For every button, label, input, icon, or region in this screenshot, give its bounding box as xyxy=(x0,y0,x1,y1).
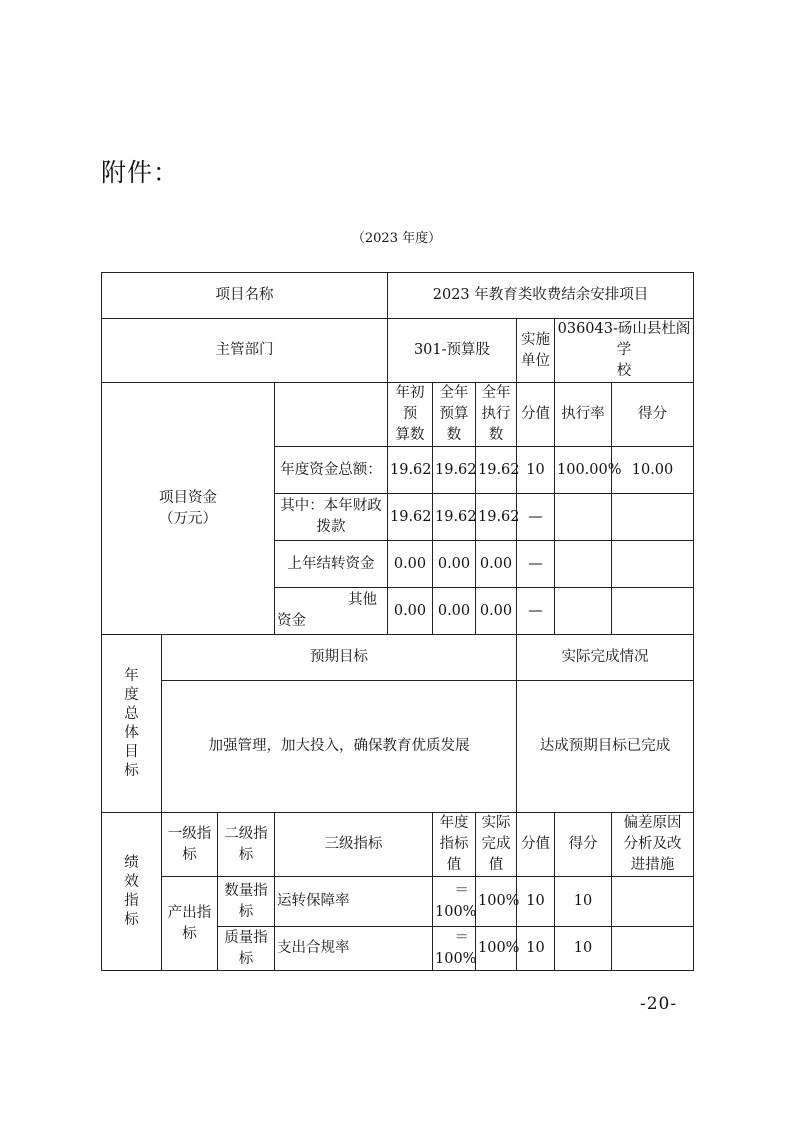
level1-header: 一级指 标 xyxy=(162,813,218,877)
funds-carryover-annual: 0.00 xyxy=(433,541,476,588)
funds-carryover-score-value: — xyxy=(517,541,555,588)
indicators-label: 绩 效 指 标 xyxy=(102,813,162,971)
indicator-score: 10 xyxy=(555,877,612,927)
funds-total-score: 10.00 xyxy=(612,447,694,494)
indicator-score-header: 得分 xyxy=(555,813,612,877)
indicator-name: 支出合规率 xyxy=(275,927,433,971)
department-value: 301-预算股 xyxy=(388,319,517,383)
indicator-name: 运转保障率 xyxy=(275,877,433,927)
level3-header: 三级指标 xyxy=(275,813,433,877)
indicator-score-value-header: 分值 xyxy=(517,813,555,877)
funds-other-score xyxy=(612,588,694,635)
impl-unit-label: 实施 单位 xyxy=(517,319,555,383)
funds-other-label: 其他 资金 xyxy=(275,588,388,635)
funds-carryover-score xyxy=(612,541,694,588)
funds-header-row xyxy=(102,383,694,447)
funds-other-rate xyxy=(555,588,612,635)
indicator-target: ＝ 100% xyxy=(433,877,476,927)
attachment-title: 附件： xyxy=(101,158,180,187)
funds-total-exec: 19.62 xyxy=(476,447,517,494)
funds-other-exec: 0.00 xyxy=(476,588,517,635)
indicator-score-value: 10 xyxy=(517,927,555,971)
funds-total-initial: 19.62 xyxy=(388,447,433,494)
performance-table xyxy=(101,272,694,971)
funds-label: 项目资金 （万元） xyxy=(102,383,275,635)
goals-label: 年 度 总 体 目 标 xyxy=(102,635,162,813)
indicator-deviation xyxy=(612,877,694,927)
funds-fiscal-score-value: — xyxy=(517,494,555,541)
goals-header-row xyxy=(102,635,694,681)
project-name-label: 项目名称 xyxy=(102,273,388,319)
year-note: （2023 年度） xyxy=(351,231,442,246)
funds-fiscal-rate xyxy=(555,494,612,541)
initial-budget-header: 年初预 算数 xyxy=(388,383,433,447)
department-label: 主管部门 xyxy=(102,319,388,383)
funds-carryover-initial: 0.00 xyxy=(388,541,433,588)
indicator-deviation xyxy=(612,927,694,971)
actual-result-header: 实际完成情况 xyxy=(517,635,694,681)
funds-total-score-value: 10 xyxy=(517,447,555,494)
department-row xyxy=(102,319,694,383)
annual-budget-header: 全年 预算 数 xyxy=(433,383,476,447)
page-number: -20- xyxy=(640,994,678,1014)
funds-other-initial: 0.00 xyxy=(388,588,433,635)
indicator-actual: 100% xyxy=(476,927,517,971)
indicators-header-row xyxy=(102,813,694,877)
actual-value-header: 实际 完成 值 xyxy=(476,813,517,877)
quality-indicator-label: 质量指 标 xyxy=(218,927,275,971)
funds-total-label: 年度资金总额： xyxy=(275,447,388,494)
funds-other-annual: 0.00 xyxy=(433,588,476,635)
funds-fiscal-exec: 19.62 xyxy=(476,494,517,541)
funds-carryover-label: 上年结转资金 xyxy=(275,541,388,588)
impl-unit-value: 036043-砀山县杜阁学 校 xyxy=(555,319,694,383)
funds-fiscal-annual: 19.62 xyxy=(433,494,476,541)
indicator-row xyxy=(102,877,694,927)
project-name-value: 2023 年教育类收费结余安排项目 xyxy=(388,273,694,319)
funds-other-score-value: — xyxy=(517,588,555,635)
level2-header: 二级指 标 xyxy=(218,813,275,877)
funds-carryover-rate xyxy=(555,541,612,588)
annual-target-header: 年度 指标 值 xyxy=(433,813,476,877)
funds-carryover-exec: 0.00 xyxy=(476,541,517,588)
indicator-score-value: 10 xyxy=(517,877,555,927)
expected-goal-header: 预期目标 xyxy=(162,635,517,681)
quantity-indicator-label: 数量指 标 xyxy=(218,877,275,927)
annual-exec-header: 全年 执行 数 xyxy=(476,383,517,447)
funds-header-blank xyxy=(275,383,388,447)
indicator-target: ＝ 100% xyxy=(433,927,476,971)
score-header: 得分 xyxy=(612,383,694,447)
deviation-header: 偏差原因 分析及改 进措施 xyxy=(612,813,694,877)
expected-goal-text: 加强管理，加大投入，确保教育优质发展 xyxy=(162,681,517,813)
exec-rate-header: 执行率 xyxy=(555,383,612,447)
indicator-actual: 100% xyxy=(476,877,517,927)
goals-content-row xyxy=(102,681,694,813)
funds-fiscal-score xyxy=(612,494,694,541)
score-value-header: 分值 xyxy=(517,383,555,447)
funds-total-annual: 19.62 xyxy=(433,447,476,494)
funds-fiscal-label: 其中：本年财政 拨款 xyxy=(275,494,388,541)
funds-fiscal-initial: 19.62 xyxy=(388,494,433,541)
indicator-score: 10 xyxy=(555,927,612,971)
output-indicator-label: 产出指 标 xyxy=(162,877,218,971)
project-name-row xyxy=(102,273,694,319)
funds-total-rate: 100.00% xyxy=(555,447,612,494)
actual-result-text: 达成预期目标已完成 xyxy=(517,681,694,813)
